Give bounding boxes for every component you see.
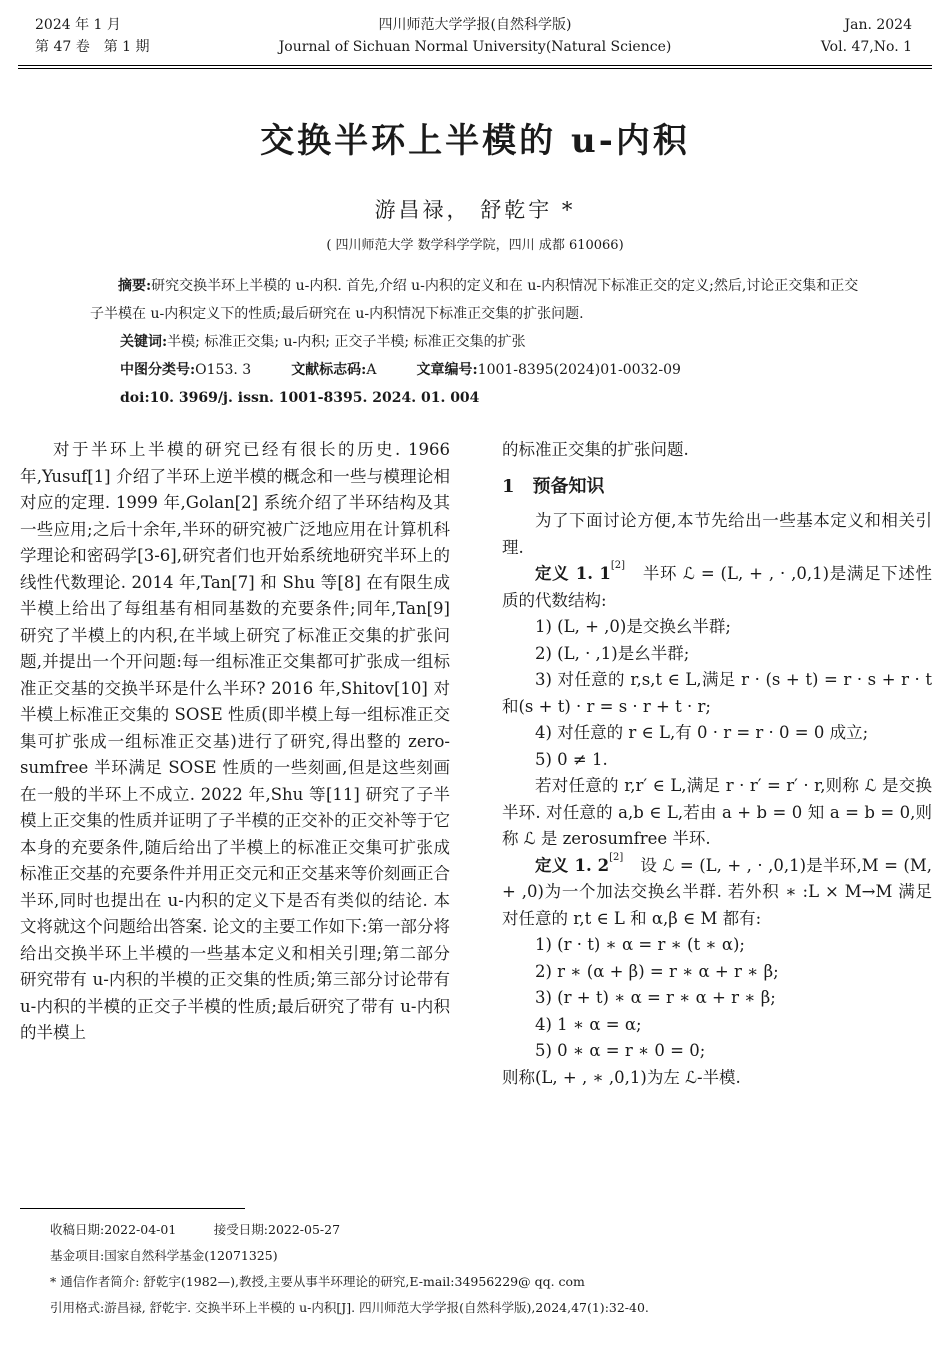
- def1-text: 半环 ℒ = (L, + , · ,0,1)是满足下述性质的代数结构:: [502, 564, 932, 610]
- funding: 基金项目:国家自然科学基金(12071325): [50, 1248, 278, 1263]
- article-no-label: 文章编号:: [416, 362, 478, 378]
- authors: 游昌禄， 舒乾宇 *: [374, 198, 576, 222]
- def1-ref: [2]: [610, 560, 625, 571]
- def1-item: 1) (L, + ,0)是交换幺半群;: [535, 617, 731, 636]
- abstract: [90, 272, 870, 328]
- volume-en: Vol. 47,No. 1: [820, 39, 912, 55]
- journal-name-cn: 四川师范大学学报(自然科学版): [378, 17, 572, 33]
- journal-name-en: Journal of Sichuan Normal University(Natural Science): [278, 39, 672, 55]
- def2-conclusion: 则称(L, + , ∗ ,0,1)为左 ℒ-半模.: [502, 1067, 741, 1087]
- definition-1-2: [502, 853, 932, 933]
- keywords-label: 关键词:: [120, 334, 168, 350]
- commutative-definition: 若对任意的 r,r′ ∈ L,满足 r · r′ = r′ · r,则称 ℒ 是交换半环. 对任意的 a,b ∈ L,若由 a + b = 0 知 a = b = 0,则称 ℒ 是 zerosumfree 半环.: [502, 776, 932, 848]
- doi-line: [120, 384, 900, 412]
- intro-paragraph: 对于半环上半模的研究已经有很长的历史. 1966 年,Yusuf[1] 介绍了半环上逆半模的概念和一些与模理论相对应的定理. 1999 年,Golan[2] 系统介绍了半环结构及其一些应用;之后十余年,半环的研究被广泛地应用在计算机科学理论和密码学[3-6],研究者们也开始系统地研究半环上的线性代数理论. 2014 年,Tan[7] 和 Shu 等[8] 在有限生成半模上给出了每组基有相同基数的充要条件;同年,Tan[9] 研究了半模上的内积,在半域上研究了标准正交集的扩张问题,并提出一个开问题:每一组标准正交集都可扩张成一组标准正交基的交换半环是什么半环? 2016 年,Shitov[10] 对半模上标准正交集的 SOSE 性质(即半模上每一组标准正交集可扩张成一组标准正交基)进行了研究,得出整的 zero-sumfree 半环满足 SOSE 性质的一些刻画,但是这些刻画在一般的半环上不成立. 2022 年,Shu 等[11] 研究了子半模上正交集的性质并证明了子半模的正交补的正交补等于它本身的充要条件,随后给出了半模上的标准正交集可扩张成标准正交基的充要条件并用正交元和正交基来等价刻画正合半环,同时也提出在 u-内积的定义下是否有类似的结论. 本文将就这个问题给出答案. 论文的主要工作如下:第一部分将给出交换半环上半模的一些基本定义和相关引理;第二部分研究带有 u-内积的半模的正交集的性质;第三部分讨论带有 u-内积的半模的正交子半模的性质;最后研究了带有 u-内积的半模上: [20, 440, 450, 1042]
- def1-item: 2) (L, · ,1)是幺半群;: [535, 643, 690, 663]
- doc-code-value: A: [366, 362, 377, 378]
- keywords: [120, 328, 900, 356]
- classification-line: [120, 356, 900, 384]
- def2-item: 4) 1 ∗ α = α;: [535, 1014, 642, 1034]
- received-dates: 收稿日期:2022-04-01 接受日期:2022-05-27: [50, 1222, 341, 1237]
- header-rule: [18, 65, 932, 66]
- article-no-value: 1001-8395(2024)01-0032-09: [477, 362, 681, 378]
- affiliation: ( 四川师范大学 数学科学学院，四川 成都 610066): [326, 238, 624, 253]
- doi-value: 10. 3969/j. issn. 1001-8395. 2024. 01. 004: [149, 390, 480, 406]
- section-title: 1 预备知识: [502, 475, 605, 497]
- section-intro: 为了下面讨论方便,本节先给出一些基本定义和相关引理.: [502, 511, 932, 557]
- def2-item: 2) r ∗ (α + β) = r ∗ α + r ∗ β;: [535, 961, 779, 981]
- abstract-label: 摘要:: [118, 278, 152, 294]
- continuation-text: 的标准正交集的扩张问题.: [502, 440, 689, 459]
- def2-item: 3) (r + t) ∗ α = r ∗ α + r ∗ β;: [535, 988, 776, 1007]
- clc-value: O153. 3: [195, 362, 252, 378]
- def1-item: 3) 对任意的 r,s,t ∈ L,满足 r · (s + t) = r · s + r · t 和(s + t) · r = s · r + t · r;: [502, 670, 932, 716]
- doi-label: doi:: [120, 390, 150, 406]
- footnotes: [50, 1217, 920, 1321]
- header-rule-2: [18, 68, 932, 69]
- footnote-rule: [20, 1208, 245, 1209]
- citation-format: 引用格式:游昌禄, 舒乾宇. 交换半环上半模的 u-内积[J]. 四川师范大学学报(自然科学版),2024,47(1):32-40.: [50, 1300, 649, 1315]
- def2-item: 5) 0 ∗ α = r ∗ 0 = 0;: [535, 1041, 706, 1060]
- volume-cn: 第 47 卷 第 1 期: [35, 39, 150, 55]
- right-column: [502, 437, 932, 1091]
- def2-ref: [2]: [609, 851, 624, 863]
- def2-label: 定义 1. 2: [535, 855, 610, 875]
- doc-code-label: 文献标志码:: [291, 362, 367, 378]
- left-column: [20, 437, 450, 1047]
- definition-1-1: [502, 561, 932, 614]
- corresponding-author: * 通信作者简介: 舒乾宇(1982—),教授,主要从事半环理论的研究,E-mail:34956229@ qq. com: [50, 1274, 585, 1289]
- header-left: [35, 14, 150, 58]
- def1-item: 4) 对任意的 r ∈ L,有 0 · r = r · 0 = 0 成立;: [535, 723, 869, 742]
- def2-item: 1) (r · t) ∗ α = r ∗ (t ∗ α);: [535, 935, 745, 954]
- paper-title: 交换半环上半模的 u-内积: [260, 121, 690, 161]
- clc-label: 中图分类号:: [120, 362, 196, 378]
- def2-text: 设 ℒ = (L, + , · ,0,1)是半环,M = (M, + ,0)为一个加法交换幺半群. 若外积 ∗ :L × M→M 满足对任意的 r,t ∈ L 和 α,β ∈ M 都有:: [502, 855, 932, 928]
- keywords-text: 半模; 标准正交集; u-内积; 正交子半模; 标准正交集的扩张: [167, 334, 526, 350]
- issue-date-en: Jan. 2024: [844, 17, 912, 33]
- issue-date-cn: 2024 年 1 月: [35, 17, 121, 33]
- header-right: [821, 14, 912, 58]
- abstract-text: 研究交换半环上半模的 u-内积. 首先,介绍 u-内积的定义和在 u-内积情况下标准正交的定义;然后,讨论正交集和正交子半模在 u-内积定义下的性质;最后研究在 u-内积情况下标准正交集的扩张问题.: [90, 278, 859, 322]
- def1-item: 5) 0 ≠ 1.: [535, 749, 608, 769]
- def1-label: 定义 1. 1: [535, 564, 611, 583]
- header-center: [200, 14, 750, 58]
